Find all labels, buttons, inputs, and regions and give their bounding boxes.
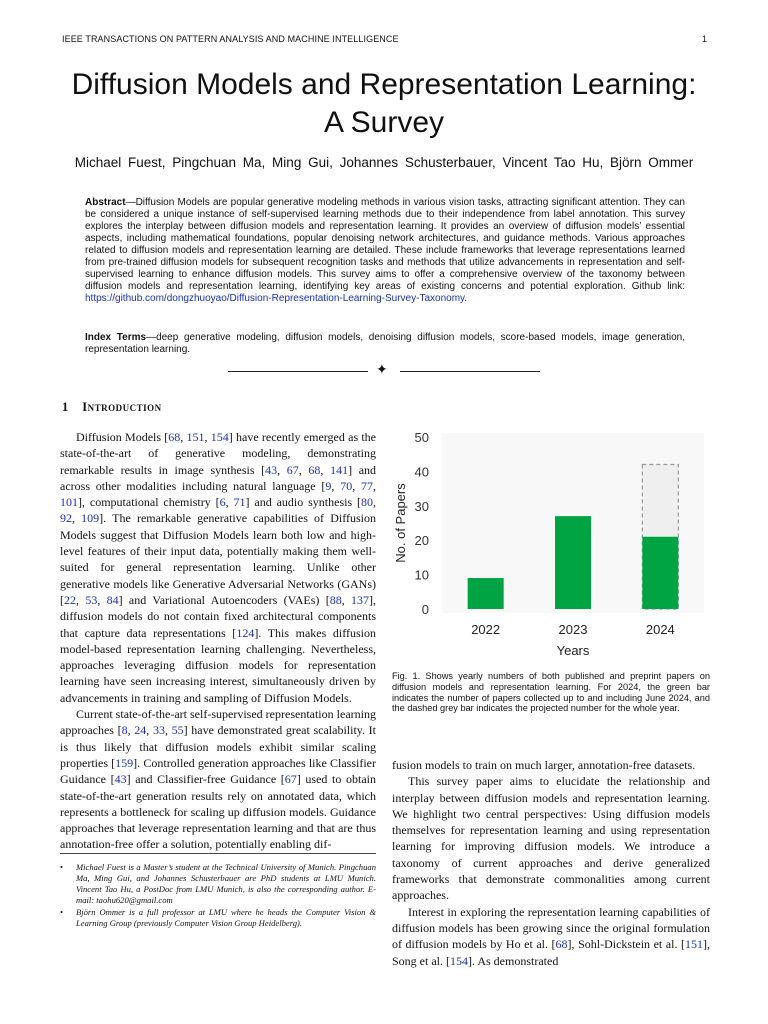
footnote-item (60, 862, 376, 906)
y-tick-label: 30 (414, 498, 429, 514)
paragraph-text: ] and across other modalities including natural language [ (60, 462, 377, 493)
paragraph-text: , (320, 462, 331, 477)
citation-link[interactable]: 33 (152, 723, 165, 738)
citation-link[interactable]: 24 (134, 723, 147, 738)
abstract-text: —Diffusion Models are popular generative modeling methods in various vision tasks, attracting significant attention. They can be considered a unique instance of self-supervised learning methods due to their independence from label annotation. This survey explores the interplay between diffusion models and representation learning. It provides an overview of diffusion models’ essential aspects, including mathematical foundations, popular denoising network architectures, and guidance methods. Various approaches related to diffusion models and representation learning are detailed. These include frameworks that leverage representations learned from pre-trained diffusion models for subsequent recognition tasks and methods that utilize advancements in representation and self-supervised learning to enhance diffusion models. This survey aims to offer a comprehensive overview of the taxonomy between diffusion models and representation learning, identifying key areas of existing concerns and potential exploration. Github link: (85, 197, 685, 292)
divider-right-rule (400, 371, 540, 372)
citation-link[interactable]: 68 (555, 937, 568, 952)
paragraph-text: , (331, 478, 341, 493)
paragraph-text: ] have demonstrated great scalability. It is thus likely that diffusion models exhibit similar scaling properties [ (60, 723, 377, 770)
divider-star-icon: ✦ (376, 363, 388, 378)
footnote-text: Björn Ommer is a full professor at LMU where he heads the Computer Vision & Learning Group (previously Computer Vision Group Heidelberg). (76, 907, 376, 928)
bar-2023 (555, 516, 591, 609)
citation-link[interactable]: 71 (233, 495, 246, 510)
x-tick-label: 2024 (645, 622, 675, 637)
intro-paragraph (392, 757, 710, 773)
figure-caption: Fig. 1. Shows yearly numbers of both published and preprint papers on diffusion models and representation learning. For 2024, the green bar indicates the number of papers collected up to and including June 2024, and the dashed grey bar indicates the projected number for the whole year. (392, 671, 710, 714)
footnote-bullet: • (60, 862, 64, 872)
paragraph-text: , (373, 478, 377, 493)
paragraph-text: ]. The remarkable generative capabilities of Diffusion Models suggest that Diffusion Models learn both low and high-level features of their input data, potentially making them well-suited for general representation learning. Unlike other generative models like Generative Adversarial Networks (GANs) [ (60, 511, 376, 607)
abstract (85, 197, 685, 305)
paragraph-text: , (341, 592, 351, 607)
paragraph-text: ], Sohl-Dickstein et al. [ (567, 937, 685, 952)
intro-left-column (60, 429, 376, 853)
citation-link[interactable]: 9 (325, 478, 332, 493)
citation-link[interactable]: 101 (60, 495, 78, 510)
paragraph-text: fusion models to train on much larger, annotation-free datasets. (392, 758, 696, 772)
citation-link[interactable]: 67 (284, 772, 297, 787)
bar-2022 (468, 578, 504, 609)
github-link[interactable]: https://github.com/dongzhuoyao/Diffusion-Representation-Learning-Survey-Taxonomy (85, 293, 465, 304)
paragraph-text: Interest in exploring the representation learning capabilities of diffusion models has been growing since the original formulation of diffusion models by Ho et al. [ (392, 904, 710, 952)
paragraph-text: ] and Classifier-free Guidance [ (126, 772, 285, 787)
footnotes (60, 862, 376, 930)
citation-link[interactable]: 109 (81, 511, 100, 526)
citation-link[interactable]: 151 (186, 430, 205, 444)
intro-right-column (392, 757, 710, 969)
paragraph-text: , (373, 495, 377, 510)
x-tick-label: 2022 (471, 622, 501, 637)
bar-2024 (642, 537, 678, 609)
citation-link[interactable]: 67 (286, 462, 299, 477)
paragraph-text: ] and Variational Autoencoders (VAEs) [ (118, 592, 330, 607)
index-terms-text: —deep generative modeling, diffusion models, denoising diffusion models, score-based models, image generation, representation learning. (85, 332, 685, 355)
running-header-journal: IEEE TRANSACTIONS ON PATTERN ANALYSIS AND MACHINE INTELLIGENCE (62, 34, 399, 44)
abstract-label: Abstract (85, 197, 126, 208)
paragraph-text: , (97, 592, 107, 607)
index-terms-label: Index Terms (85, 332, 147, 343)
intro-paragraph (392, 904, 710, 969)
citation-link[interactable]: 68 (308, 462, 321, 477)
paragraph-text: ] and audio synthesis [ (245, 495, 362, 510)
citation-link[interactable]: 154 (210, 430, 229, 444)
paragraph-text: , (204, 430, 211, 444)
x-axis-label: Years (556, 643, 590, 658)
intro-paragraph (60, 706, 376, 853)
paragraph-text: , (164, 723, 172, 738)
section-number: 1 (62, 400, 69, 414)
paragraph-text: ], computational chemistry [ (78, 495, 220, 510)
title-line-2: A Survey (323, 106, 445, 139)
citation-link[interactable]: 43 (265, 462, 278, 477)
abstract-end: . (464, 293, 468, 304)
y-axis-label: No. of Papers (393, 483, 408, 563)
paragraph-text: Diffusion Models [ (76, 430, 169, 444)
paragraph-text: Current state-of-the-art self-supervised representation learning approaches [ (60, 707, 376, 738)
citation-link[interactable]: 88 (329, 592, 342, 607)
y-tick-label: 40 (414, 464, 429, 480)
citation-link[interactable]: 22 (64, 592, 76, 607)
footnote-rule (60, 853, 376, 854)
y-tick-label: 20 (414, 533, 429, 549)
intro-paragraph (60, 429, 376, 706)
citation-link[interactable]: 159 (115, 755, 134, 770)
citation-link[interactable]: 68 (168, 430, 181, 444)
citation-link[interactable]: 151 (685, 937, 703, 952)
paragraph-text: ]. Controlled generation approaches like Classifier Guidance [ (60, 755, 377, 787)
x-tick-label: 2023 (558, 622, 588, 637)
citation-link[interactable]: 80 (361, 495, 374, 510)
citation-link[interactable]: 141 (330, 462, 349, 477)
paragraph-text: ] used to obtain state-of-the-art generation results rely on annotated data, which represents a bottleneck for scaling up diffusion models. Guidance approaches that leverage representation learning and that are thus annotation-free offer a solution, potentially enabling dif- (60, 772, 376, 852)
citation-link[interactable]: 77 (361, 478, 374, 493)
citation-link[interactable]: 6 (219, 495, 226, 510)
footnote-text: Michael Fuest is a Master’s student at the Technical University of Munich. Pingchuan Ma, Ming Gui, and Johannes Schusterbauer are PhD students at LMU Munich. Vincent Tao Hu, a PostDoc from LMU Munich, is also the corresponding author. E-mail: taohu620@gmail.com (76, 862, 376, 905)
page-number: 1 (702, 34, 708, 44)
title-line-1: Diffusion Models and Representation Learning: (71, 68, 697, 101)
citation-link[interactable]: 53 (85, 592, 98, 607)
paragraph-text: , (72, 511, 82, 526)
citation-link[interactable]: 137 (351, 592, 369, 607)
paragraph-text: , (225, 495, 234, 510)
divider-left-rule (228, 371, 368, 372)
citation-link[interactable]: 84 (106, 592, 119, 607)
footnote-bullet: • (60, 907, 64, 917)
index-terms (85, 332, 685, 356)
citation-link[interactable]: 55 (171, 723, 184, 738)
paragraph-text: , (277, 462, 287, 477)
paragraph-text: ]. This makes diffusion model-based representation learning challenging. Nevertheless, approaches leveraging diffusion models for representation learning have seen increasing interest, simultaneously driven by advancements in training and sampling of Diffusion Models. (60, 625, 376, 705)
section-heading (62, 400, 162, 415)
citation-link[interactable]: 154 (450, 953, 468, 968)
y-tick-label: 50 (414, 430, 429, 445)
paragraph-text: ], Song et al. [ (392, 937, 710, 968)
section-title: Introduction (82, 400, 162, 414)
paragraph-text: , (127, 723, 135, 738)
papers-per-year-chart (392, 420, 712, 665)
paragraph-text: ], diffusion models do not contain fixed architectural components that capture data representations [ (60, 592, 376, 640)
footnote-item (60, 907, 376, 929)
paragraph-text: ] have recently emerged as the state-of-the-art of generative modeling, demonstrating remarkable results in image synthesis [ (60, 430, 377, 477)
paragraph-text: , (146, 723, 153, 738)
y-tick-label: 0 (421, 602, 429, 617)
paragraph-text: , (298, 462, 309, 477)
citation-link[interactable]: 43 (114, 772, 127, 787)
paragraph-text: This survey paper aims to elucidate the relationship and interplay between diffusion models and representation learning. We highlight two central perspectives: Using diffusion models themselves for representation learning and using representation learning for improving diffusion models. We introduce a taxonomy of current approaches and derive generalized frameworks that demonstrate commonalities among current approaches. (392, 774, 710, 903)
paragraph-text: , (76, 592, 86, 607)
intro-paragraph (392, 773, 710, 903)
citation-link[interactable]: 124 (236, 625, 255, 640)
paper-title (40, 66, 728, 142)
paragraph-text: ]. As demonstrated (468, 953, 559, 968)
paragraph-text: , (180, 430, 187, 444)
author-list: Michael Fuest, Pingchuan Ma, Ming Gui, Johannes Schusterbauer, Vincent Tao Hu, Björn Ommer (74, 155, 694, 170)
citation-link[interactable]: 70 (340, 478, 353, 493)
citation-link[interactable]: 92 (60, 511, 72, 526)
paragraph-text: , (352, 478, 362, 493)
citation-link[interactable]: 8 (121, 723, 128, 738)
y-tick-label: 10 (414, 567, 429, 583)
